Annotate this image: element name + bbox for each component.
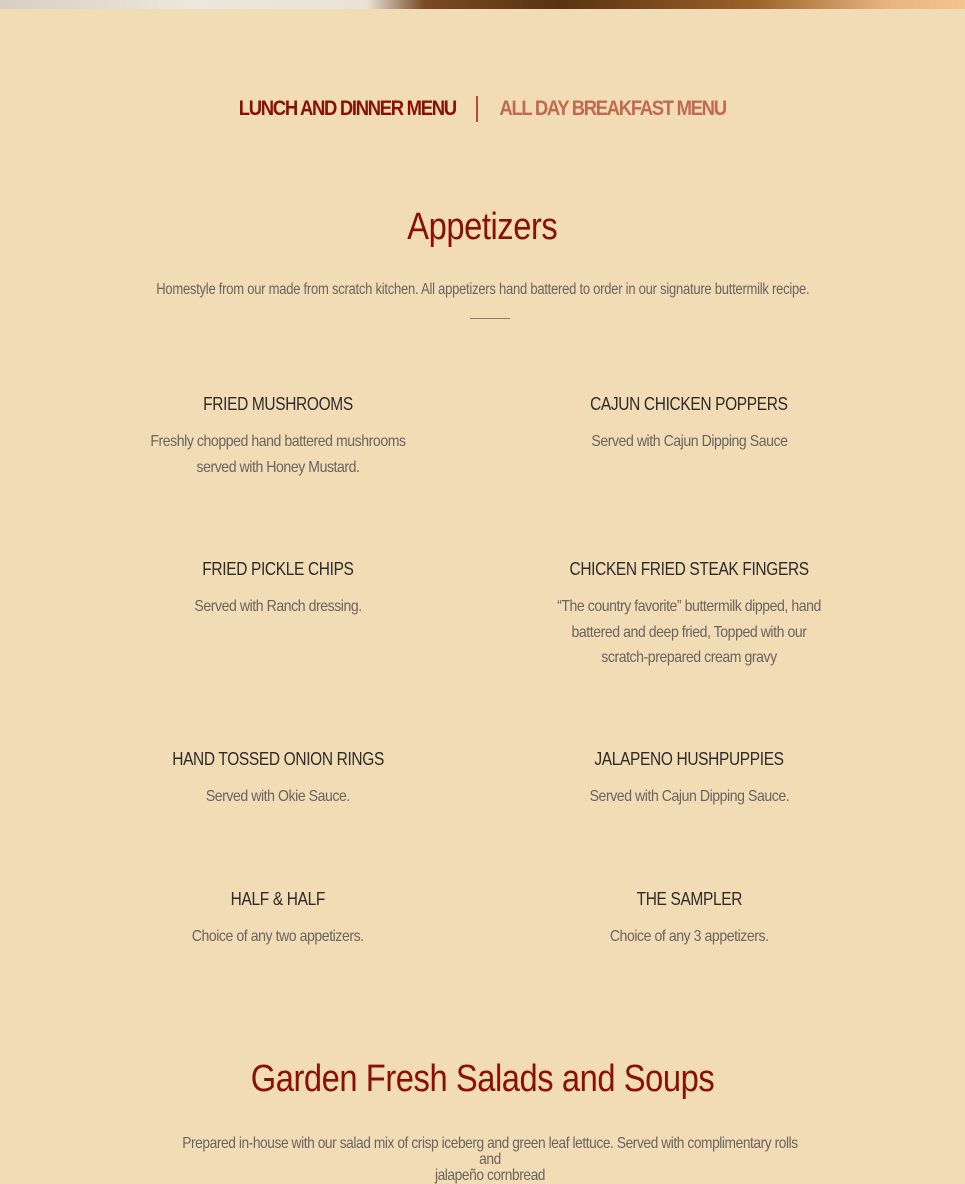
menu-item-name: CHICKEN FRIED STEAK FINGERS bbox=[569, 559, 809, 579]
hero-image-strip bbox=[0, 0, 965, 9]
menu-item bbox=[113, 394, 443, 480]
menu-item bbox=[524, 559, 854, 671]
menu-item-description: Served with Ranch dressing. bbox=[194, 598, 362, 615]
menu-item bbox=[113, 559, 443, 620]
menu-item-name: FRIED PICKLE CHIPS bbox=[202, 559, 354, 579]
menu-item-description: Choice of any two appetizers. bbox=[192, 928, 364, 945]
tab-divider bbox=[476, 96, 478, 122]
menu-item-description: Served with Cajun Dipping Sauce. bbox=[589, 788, 789, 805]
menu-item-name: HAND TOSSED ONION RINGS bbox=[172, 749, 384, 769]
menu-item-description: Served with Okie Sauce. bbox=[205, 788, 351, 805]
menu-item-name: CAJUN CHICKEN POPPERS bbox=[590, 394, 788, 414]
section-divider bbox=[470, 318, 510, 319]
menu-item-description: “The country favorite” buttermilk dipped, hand battered and deep fried, Topped with our scratch-prepared cream gravy bbox=[557, 598, 821, 666]
menu-item-description: Served with Cajun Dipping Sauce bbox=[590, 433, 788, 450]
menu-item-name: HALF & HALF bbox=[230, 889, 326, 909]
menu-item-name: JALAPENO HUSHPUPPIES bbox=[594, 749, 784, 769]
menu-item bbox=[113, 889, 443, 950]
menu-item bbox=[524, 749, 854, 810]
section-description-appetizers: Homestyle from our made from scratch kitchen. All appetizers hand battered to order in our signature buttermilk recipe. bbox=[155, 281, 810, 298]
menu-item bbox=[524, 889, 854, 950]
menu-tabs bbox=[0, 96, 965, 122]
menu-item bbox=[113, 749, 443, 810]
section-title-salads-soups: Garden Fresh Salads and Soups bbox=[250, 1058, 715, 1100]
menu-item-name: FRIED MUSHROOMS bbox=[203, 394, 353, 414]
tab-lunch-dinner-menu[interactable]: LUNCH AND DINNER MENU bbox=[238, 97, 456, 120]
menu-item-description: Choice of any 3 appetizers. bbox=[609, 928, 769, 945]
menu-item bbox=[524, 394, 854, 455]
menu-item-description: Freshly chopped hand battered mushrooms served with Honey Mustard. bbox=[150, 433, 406, 476]
tab-all-day-breakfast-menu[interactable]: ALL DAY BREAKFAST MENU bbox=[499, 97, 726, 120]
section-description-salads-soups: Prepared in-house with our salad mix of crisp iceberg and green leaf lettuce. Served with complimentary rolls and jalapeño cornbread bbox=[182, 1135, 798, 1184]
section-title-appetizers: Appetizers bbox=[407, 206, 558, 248]
menu-item-name: THE SAMPLER bbox=[636, 889, 742, 909]
